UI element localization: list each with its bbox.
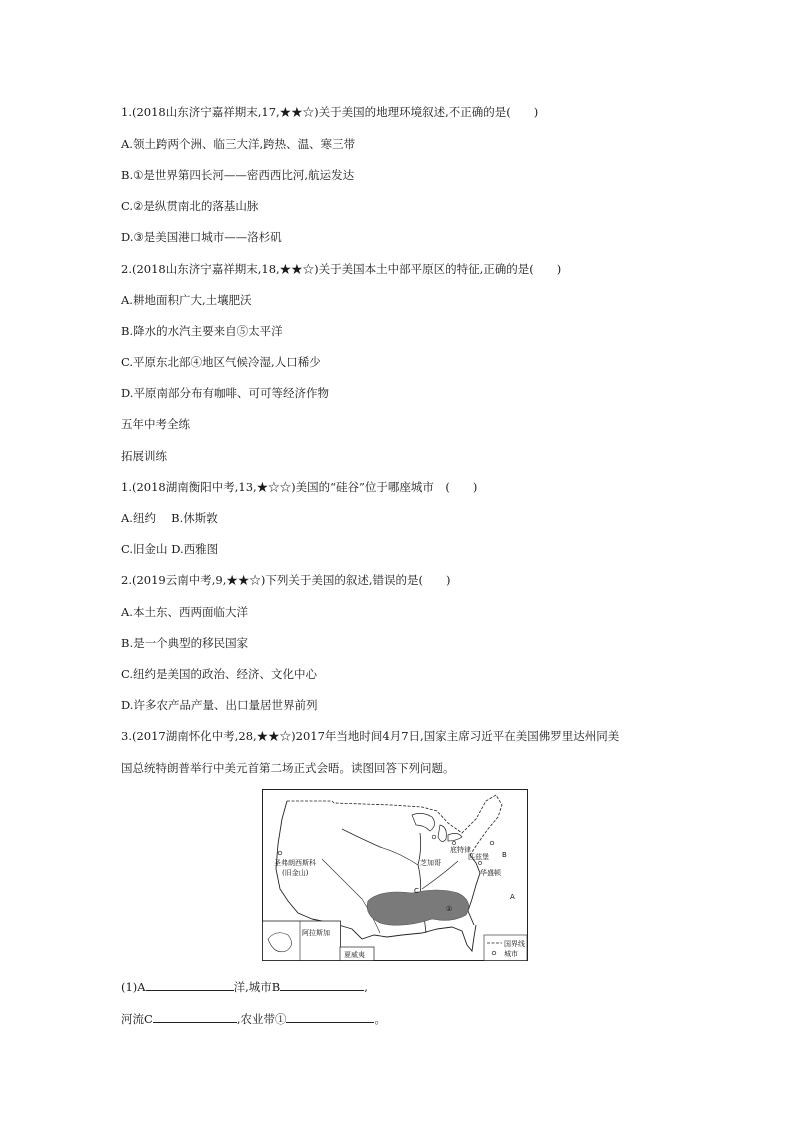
label-hawaii: 夏威夷 xyxy=(344,951,365,959)
city-san-francisco xyxy=(278,851,282,855)
answer-1-mid: 洋,城市B xyxy=(233,980,281,994)
q4-option-b: B.是一个典型的移民国家 xyxy=(121,636,249,650)
answer-2-end: 。 xyxy=(374,1012,386,1026)
legend-city-label: 城市 xyxy=(504,950,518,958)
label-pittsburgh: 匹兹堡 xyxy=(468,853,489,861)
city-chicago xyxy=(432,835,436,839)
q1-option-b: B.①是世界第四长河——密西西比河,航运发达 xyxy=(121,168,355,182)
q2-option-b: B.降水的水汽主要来自⑤太平洋 xyxy=(121,324,283,338)
city-b xyxy=(490,841,494,845)
label-san-francisco-alt: (旧金山) xyxy=(282,869,309,877)
answer-line-1 xyxy=(121,978,368,995)
answer-1-prefix: (1)A xyxy=(121,980,146,994)
q4-stem: 2.(2019云南中考,9,★★☆)下列关于美国的叙述,错误的是( ) xyxy=(121,573,451,587)
q3-stem: 1.(2018湖南衡阳中考,13,★☆☆)美国的“硅谷”位于哪座城市 ( ) xyxy=(121,480,478,494)
q2-option-a: A.耕地面积广大,土壤肥沃 xyxy=(121,293,252,307)
inset-box xyxy=(263,921,341,961)
answer-2-mid: ,农业带① xyxy=(236,1012,287,1026)
q1-stem: 1.(2018山东济宁嘉祥期末,17,★★☆)关于美国的地理环境叙述,不正确的是( ) xyxy=(121,105,539,119)
q1-option-d: D.③是美国港口城市——洛杉矶 xyxy=(121,230,282,244)
q2-option-c: C.平原东北部④地区气候冷湿,人口稀少 xyxy=(121,355,321,369)
label-alaska: 阿拉斯加 xyxy=(302,929,330,937)
q5-stem-line1: 3.(2017湖南怀化中考,28,★★☆)2017年当地时间4月7日,国家主席习近平在美国佛罗里达州同美 xyxy=(121,729,620,743)
q5-stem-line2: 国总统特朗普举行中美元首第二场正式会晤。读图回答下列问题。 xyxy=(121,761,455,775)
blank-river-c[interactable] xyxy=(153,1010,237,1023)
label-c: C xyxy=(414,887,419,895)
label-san-francisco: 圣弗朗西斯科 xyxy=(274,859,316,867)
answer-line-2 xyxy=(121,1010,386,1027)
usa-map-figure xyxy=(262,789,528,961)
blank-agri-belt-1[interactable] xyxy=(286,1010,374,1023)
label-washington: 华盛顿 xyxy=(480,869,501,877)
city-washington xyxy=(478,861,481,864)
q4-option-d: D.许多农产品产量、出口量居世界前列 xyxy=(121,698,318,712)
q4-option-a: A.本土东、西两面临大洋 xyxy=(121,605,248,619)
label-circle-1: ① xyxy=(446,905,453,913)
answer-1-end: , xyxy=(364,980,368,994)
q2-stem: 2.(2018山东济宁嘉祥期末,18,★★☆)关于美国本土中部平原区的特征,正确的是( ) xyxy=(121,262,562,276)
blank-ocean-a[interactable] xyxy=(146,978,234,991)
label-a: A xyxy=(510,893,515,901)
label-chicago: 芝加哥 xyxy=(420,859,441,867)
label-detroit: 底特律 xyxy=(450,846,471,854)
q1-option-c: C.②是纵贯南北的落基山脉 xyxy=(121,199,259,213)
q3-option-ab: A.纽约 B.休斯敦 xyxy=(121,511,218,525)
blank-city-b[interactable] xyxy=(280,978,364,991)
answer-2-prefix: 河流C xyxy=(121,1012,153,1026)
subsection-title: 拓展训练 xyxy=(121,449,167,463)
q3-option-cd: C.旧金山 D.西雅图 xyxy=(121,542,219,556)
q1-option-a: A.领土跨两个洲、临三大洋,跨热、温、寒三带 xyxy=(121,137,356,151)
label-city-b: B xyxy=(502,851,507,859)
city-detroit xyxy=(452,841,455,844)
q2-option-d: D.平原南部分布有咖啡、可可等经济作物 xyxy=(121,386,329,400)
q4-option-c: C.纽约是美国的政治、经济、文化中心 xyxy=(121,667,318,681)
legend-border-label: 国界线 xyxy=(504,940,525,948)
section-title: 五年中考全练 xyxy=(121,417,190,431)
